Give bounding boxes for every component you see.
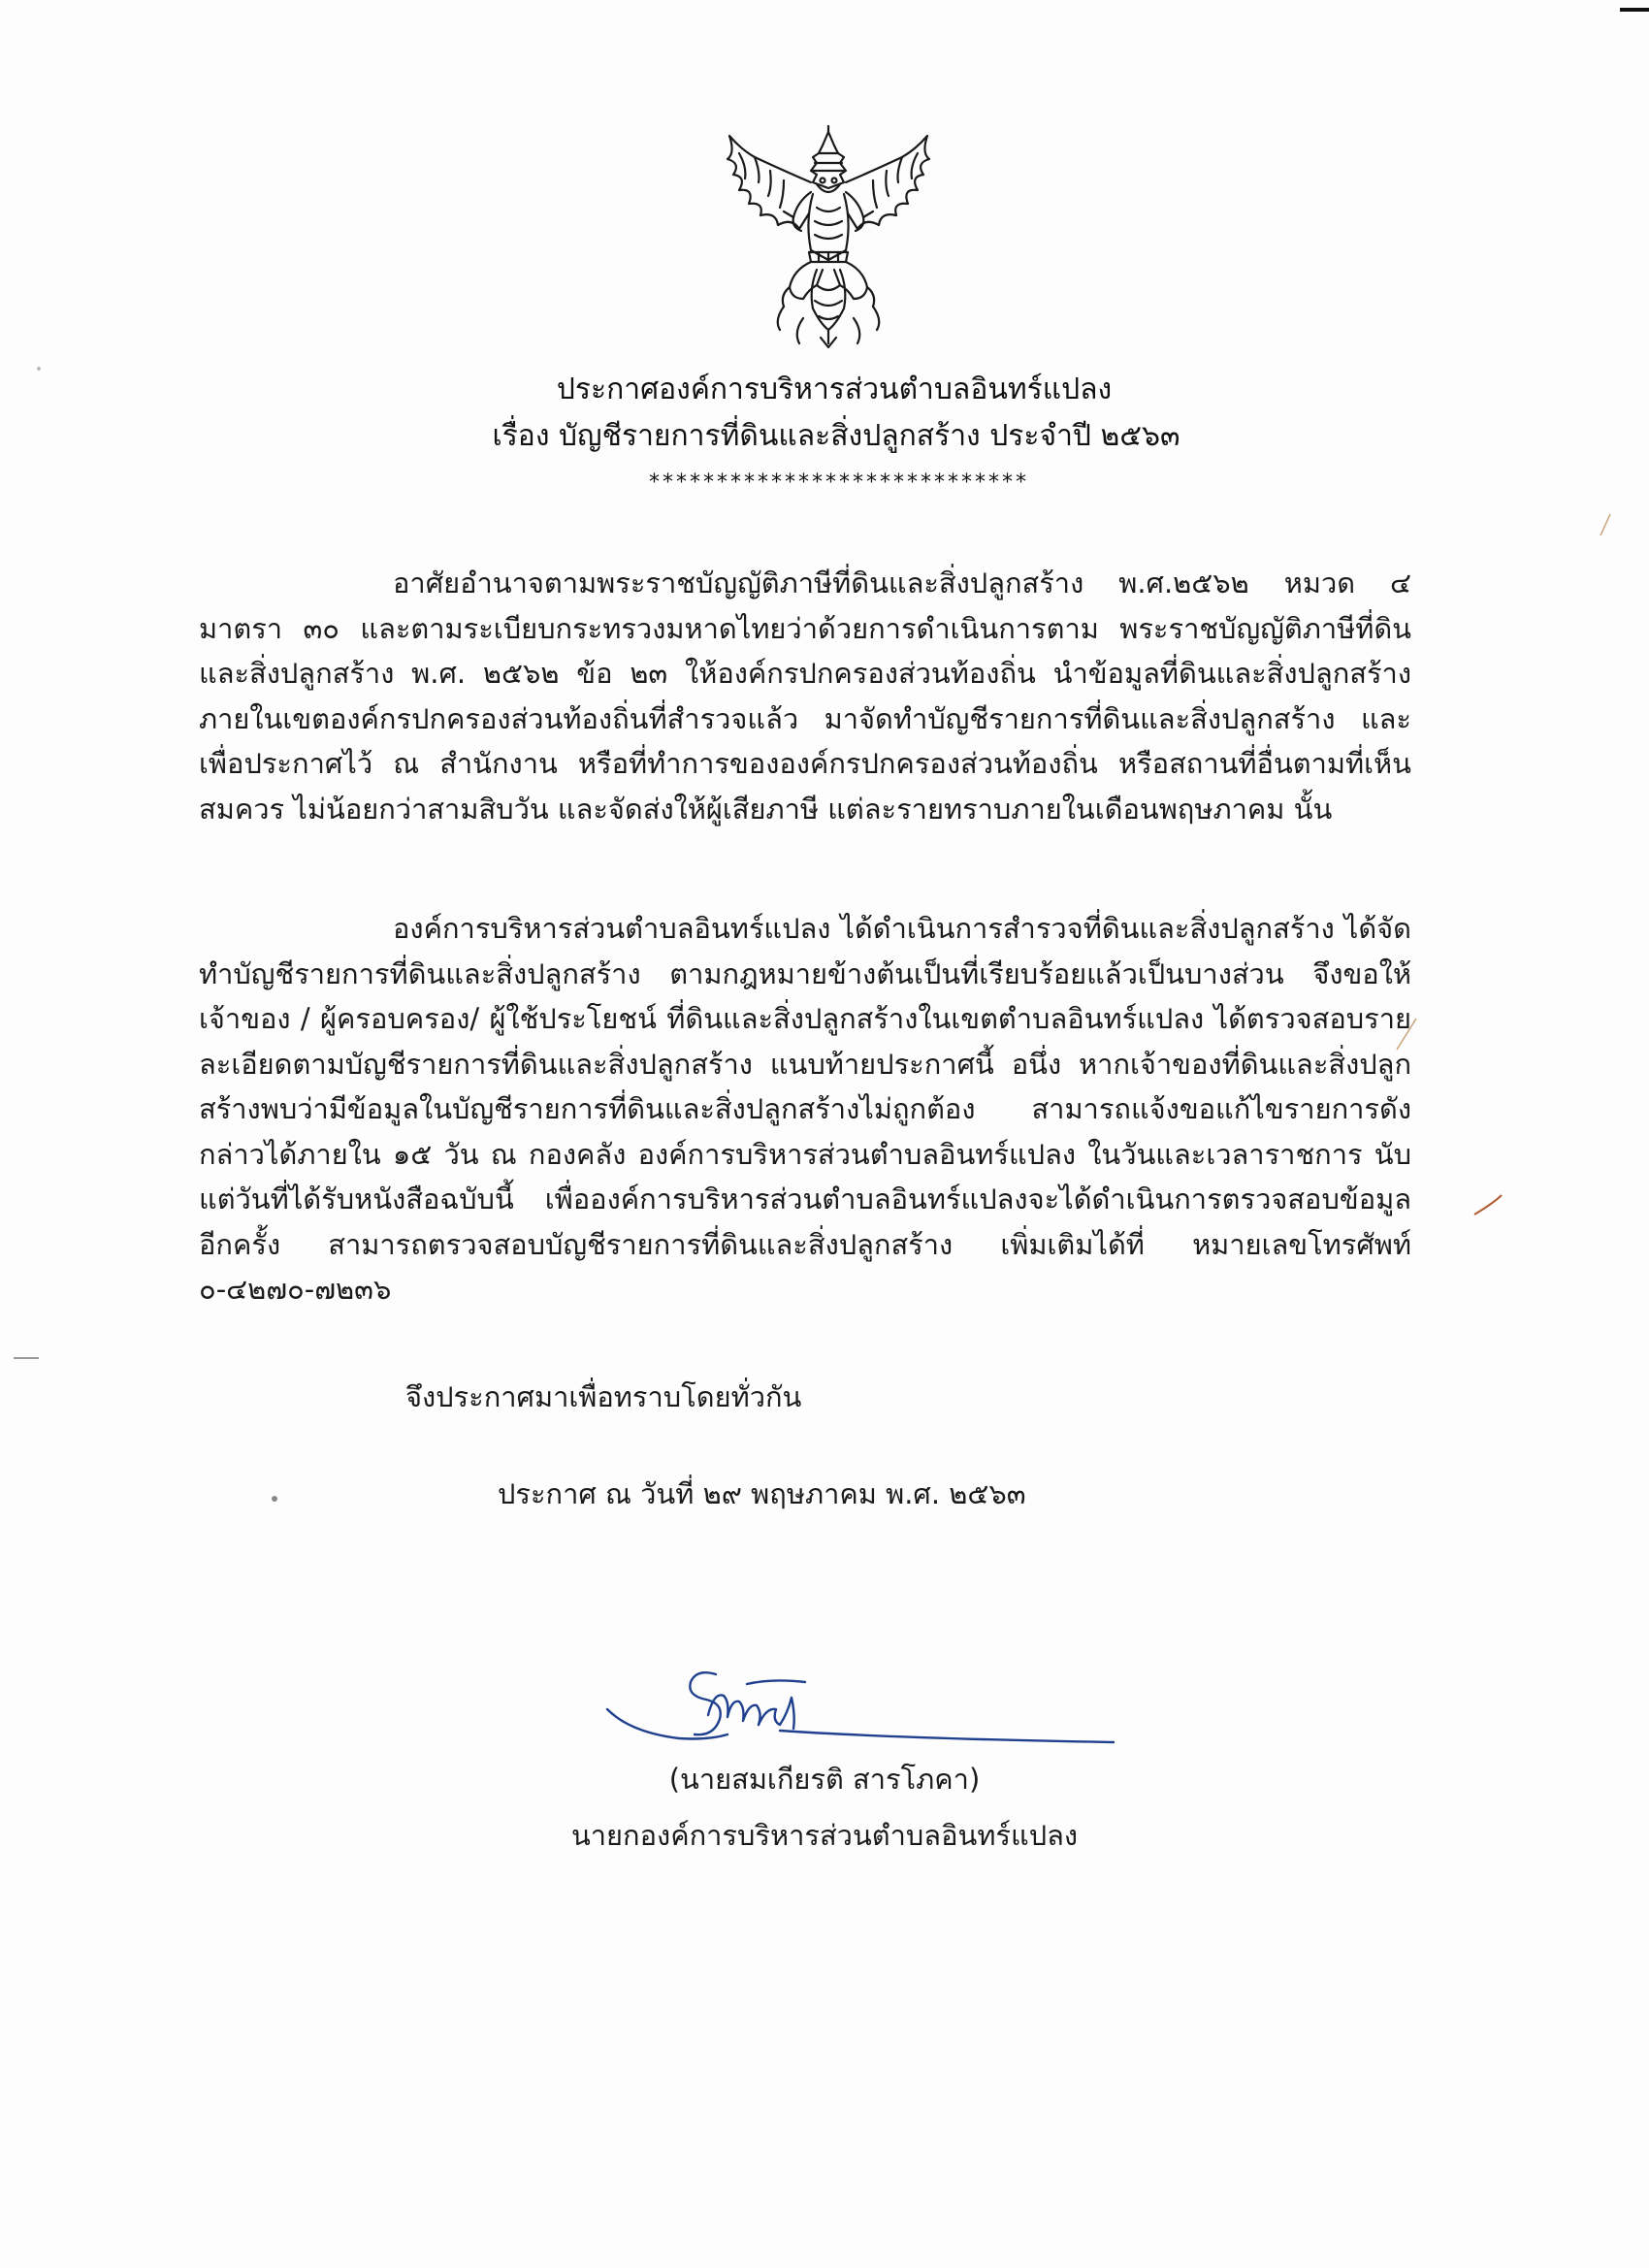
announcement-date: ประกาศ ณ วันที่ ๒๙ พฤษภาคม พ.ศ. ๒๕๖๓ [498, 1477, 1026, 1510]
announcement-title: ประกาศองค์การบริหารส่วนตำบลอินทร์แปลง [556, 373, 1113, 406]
garuda-emblem-icon [716, 124, 941, 357]
signer-name: (นายสมเกียรติ สารโภคา) [668, 1763, 981, 1796]
body-paragraph-2: องค์การบริหารส่วนตำบลอินทร์แปลง ได้ดำเนินการสำรวจที่ดินและสิ่งปลูกสร้าง ได้จัดทำบัญชีรายการที่ดินและสิ่งปลูกสร้าง ตามกฎหมายข้างต้นเป็นที่เรียบร้อยแล้วเป็นบางส่วน จึงขอให้ เจ้าของ / ผู้ครอบครอง/ ผู้ใช้ประโยชน์ ที่ดินและสิ่งปลูกสร้างในเขตตำบลอินทร์แปลง ได้ตรวจสอบรายละเอียดตามบัญชีรายการที่ดินและสิ่งปลูกสร้าง แนบท้ายประกาศนี้ อนึ่ง หากเจ้าของที่ดินและสิ่งปลูกสร้างพบว่ามีข้อมูลในบัญชีรายการที่ดินและสิ่งปลูกสร้างไม่ถูกต้อง สามารถแจ้งขอแก้ไขรายการดังกล่าวได้ภายใน ๑๕ วัน ณ กองคลัง องค์การบริหารส่วนตำบลอินทร์แปลง ในวันและเวลาราชการ นับแต่วันที่ได้รับหนังสือฉบับนี้ เพื่อองค์การบริหารส่วนตำบลอินทร์แปลงจะได้ดำเนินการตรวจสอบข้อมูลอีกครั้ง สามารถตรวจสอบบัญชีรายการที่ดินและสิ่งปลูกสร้าง เพิ่มเติมได้ที่ หมายเลขโทรศัพท์ ๐-๔๒๗๐-๗๒๓๖ [199, 912, 1411, 1306]
announcement-subject: เรื่อง บัญชีรายการที่ดินและสิ่งปลูกสร้าง ประจำปี ๒๕๖๓ [492, 419, 1180, 453]
header-divider: **************************** [649, 470, 1029, 495]
signer-title: นายกองค์การบริหารส่วนตำบลอินทร์แปลง [570, 1819, 1079, 1852]
scan-edge-mark [1620, 8, 1649, 12]
closing-statement: จึงประกาศมาเพื่อทราบโดยทั่วกัน [405, 1380, 802, 1413]
body-paragraph-1: อาศัยอำนาจตามพระราชบัญญัติภาษีที่ดินและสิ่งปลูกสร้าง พ.ศ.๒๕๖๒ หมวด ๔ มาตรา ๓๐ และตามระเบียบกระทรวงมหาดไทยว่าด้วยการดำเนินการตาม พระราชบัญญัติภาษีที่ดินและสิ่งปลูกสร้าง พ.ศ. ๒๕๖๒ ข้อ ๒๓ ให้องค์กรปกครองส่วนท้องถิ่น นำข้อมูลที่ดินและสิ่งปลูกสร้างภายในเขตองค์กรปกครองส่วนท้องถิ่นที่สำรวจแล้ว มาจัดทำบัญชีรายการที่ดินและสิ่งปลูกสร้าง และเพื่อประกาศไว้ ณ สำนักงาน หรือที่ทำการขององค์กรปกครองส่วนท้องถิ่น หรือสถานที่อื่นตามที่เห็นสมควร ไม่น้อยกว่าสามสิบวัน และจัดส่งให้ผู้เสียภาษี แต่ละรายทราบภายในเดือนพฤษภาคม นั้น [199, 567, 1411, 826]
handwritten-signature [601, 1657, 1125, 1773]
